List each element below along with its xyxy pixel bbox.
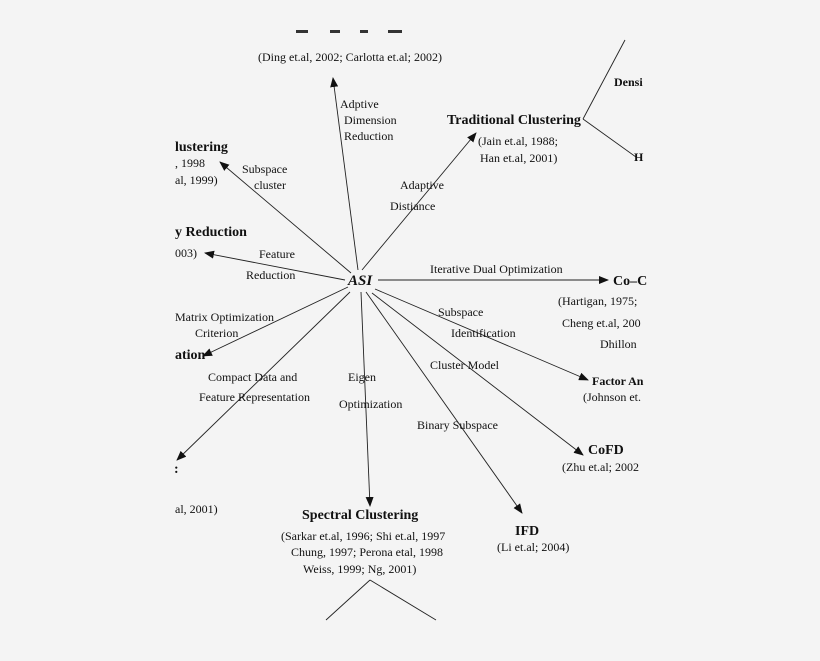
lower-left-ref: al, 2001) xyxy=(175,502,218,516)
factor-analysis-ref: (Johnson et. xyxy=(583,390,641,404)
subspace-clustering-ref-2: al, 1999) xyxy=(175,173,218,187)
edge-label-eigen-2: Optimization xyxy=(339,397,403,411)
dimension-reduction-title: y Reduction xyxy=(175,225,247,240)
edge-label-feature-reduction-1: Feature xyxy=(259,247,295,261)
ifd-title: IFD xyxy=(515,524,540,539)
spectral-clustering-ref-1: (Sarkar et.al, 1996; Shi et.al, 1997 xyxy=(281,529,446,543)
center-asi: ASI xyxy=(348,273,373,289)
traditional-clustering-ref-2: Han et.al, 2001) xyxy=(480,151,558,165)
top-node-fragment xyxy=(296,30,402,33)
edge-label-adaptive-dist-2: Distiance xyxy=(390,199,436,213)
h-node: H xyxy=(634,150,644,164)
dimension-reduction-ref: 003) xyxy=(175,246,197,260)
edge-label-cluster-model: Cluster Model xyxy=(430,358,499,372)
branch-spectral-right xyxy=(370,580,436,620)
factor-analysis-title: Factor An xyxy=(592,374,644,388)
spectral-clustering-ref-2: Chung, 1997; Perona etal, 1998 xyxy=(291,545,443,559)
traditional-clustering-ref-1: (Jain et.al, 1988; xyxy=(478,134,558,148)
cofd-title: CoFD xyxy=(588,443,624,458)
lower-left-title: : xyxy=(174,462,179,477)
edge-label-feature-reduction-2: Reduction xyxy=(246,268,296,282)
edge-label-iterative: Iterative Dual Optimization xyxy=(430,262,563,276)
branch-h xyxy=(583,119,636,157)
edge-label-adaptive-dim-2: Dimension xyxy=(344,113,397,127)
densi-node: Densi xyxy=(614,75,643,89)
traditional-clustering-title: Traditional Clustering xyxy=(447,113,581,128)
edge-label-adaptive-dist-1: Adaptive xyxy=(400,178,444,192)
edge-label-compact-1: Compact Data and xyxy=(208,370,298,384)
spectral-clustering-title: Spectral Clustering xyxy=(302,508,419,523)
edge-label-binary-subspace: Binary Subspace xyxy=(417,418,498,432)
co-clustering-title: Co–C xyxy=(613,274,648,289)
edge-label-matrix-opt-1: Matrix Optimization xyxy=(175,310,274,324)
edge-label-eigen-1: Eigen xyxy=(348,370,376,384)
spectral-clustering-ref-3: Weiss, 1999; Ng, 2001) xyxy=(303,562,417,576)
subspace-clustering-title: lustering xyxy=(175,140,228,155)
edge-label-compact-2: Feature Representation xyxy=(199,390,310,404)
top-node-refs: (Ding et.al, 2002; Carlotta et.al; 2002) xyxy=(258,50,442,64)
edge-label-subspace-id-1: Subspace xyxy=(438,305,484,319)
co-clustering-ref-3: Dhillon xyxy=(600,337,637,351)
cofd-ref: (Zhu et.al; 2002 xyxy=(562,460,639,474)
subspace-clustering-ref-1: , 1998 xyxy=(175,156,205,170)
branch-spectral-left xyxy=(326,580,370,620)
co-clustering-ref-1: (Hartigan, 1975; xyxy=(558,294,638,308)
edge-label-matrix-opt-2: Criterion xyxy=(195,326,239,340)
edge-label-adaptive-dim-1: Adptive xyxy=(340,97,379,111)
edge-label-subspace-cluster-2: cluster xyxy=(254,178,286,192)
edge-label-adaptive-dim-3: Reduction xyxy=(344,129,394,143)
edge-label-subspace-cluster-1: Subspace xyxy=(242,162,288,176)
ifd-ref: (Li et.al; 2004) xyxy=(497,540,570,554)
co-clustering-ref-2: Cheng et.al, 200 xyxy=(562,316,641,330)
edge-label-subspace-id-2: Identification xyxy=(451,326,516,340)
ation-title: ation xyxy=(175,348,206,363)
